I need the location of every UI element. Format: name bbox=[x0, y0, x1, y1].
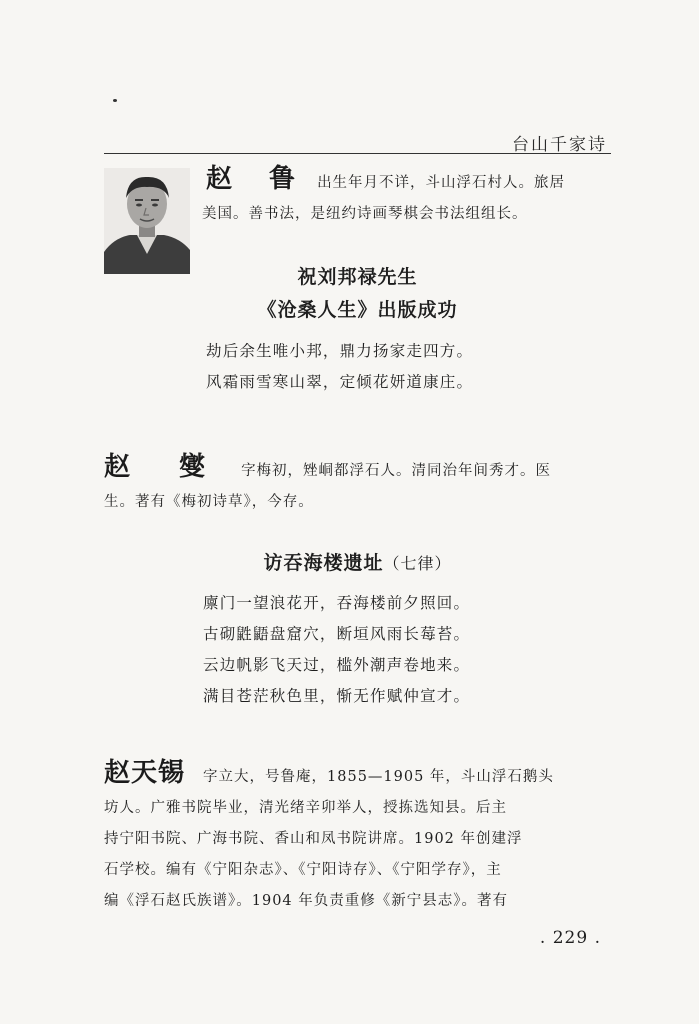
bio-line: 持宁阳书院、广海书院、香山和凤书院讲席。1902 年创建浮 bbox=[104, 831, 523, 847]
poem-verse: 劫后余生唯小邦，鼎力扬家走四方。 bbox=[206, 342, 474, 360]
poem-verse: 满目苍茫秋色里，惭无作赋仲宣才。 bbox=[203, 687, 471, 705]
bio-line: 坊人。广雅书院毕业，清光绪辛卯举人，授拣选知县。后主 bbox=[104, 800, 507, 816]
entry-name: 赵 燮 bbox=[104, 452, 226, 482]
poem-verse: 古砌鼪鼯盘窟穴，断垣风雨长莓苔。 bbox=[203, 625, 471, 643]
bio-line: 字梅初，矬峒都浮石人。清同治年间秀才。医 bbox=[241, 463, 552, 479]
entry-zhao-lu bbox=[202, 164, 616, 230]
entry-zhao-xie bbox=[104, 452, 614, 518]
poem-title: 《沧桑人生》出版成功 bbox=[257, 299, 458, 321]
poem-verse: 廪门一望浪花开，吞海楼前夕照回。 bbox=[203, 594, 471, 612]
ink-speck bbox=[113, 99, 117, 102]
bio-line: 编《浮石赵氏族谱》。1904 年负责重修《新宁县志》。著有 bbox=[104, 893, 509, 909]
poem-verse: 风霜雨雪寒山翠，定倾花妍道康庄。 bbox=[206, 373, 474, 391]
poem-title: 祝刘邦禄先生 bbox=[297, 266, 418, 288]
page-number: . 229 . bbox=[539, 928, 601, 948]
bio-line: 出生年月不详，斗山浮石村人。旅居 bbox=[317, 175, 566, 191]
poem-title: 访吞海楼遗址（七律） bbox=[263, 552, 452, 574]
running-head: 台山千家诗 bbox=[512, 135, 607, 155]
entry-zhao-tianxi bbox=[104, 758, 614, 917]
portrait-photo bbox=[104, 168, 190, 274]
poem-form-note: （七律） bbox=[383, 554, 452, 573]
bio-line: 字立大，号鲁庵，1855—1905 年，斗山浮石鹅头 bbox=[203, 769, 554, 785]
header-rule bbox=[104, 153, 611, 154]
bio-line: 生。著有《梅初诗草》，今存。 bbox=[104, 494, 314, 510]
portrait-image bbox=[104, 168, 190, 274]
entry-name: 赵天锡 bbox=[104, 758, 186, 788]
poem-verse: 云边帆影飞天过，槛外潮声卷地来。 bbox=[203, 656, 471, 674]
bio-line: 美国。善书法，是纽约诗画琴棋会书法组组长。 bbox=[202, 206, 528, 222]
bio-line: 石学校。编有《宁阳杂志》、《宁阳诗存》、《宁阳学存》，主 bbox=[104, 862, 502, 878]
entry-name: 赵 鲁 bbox=[206, 164, 310, 194]
